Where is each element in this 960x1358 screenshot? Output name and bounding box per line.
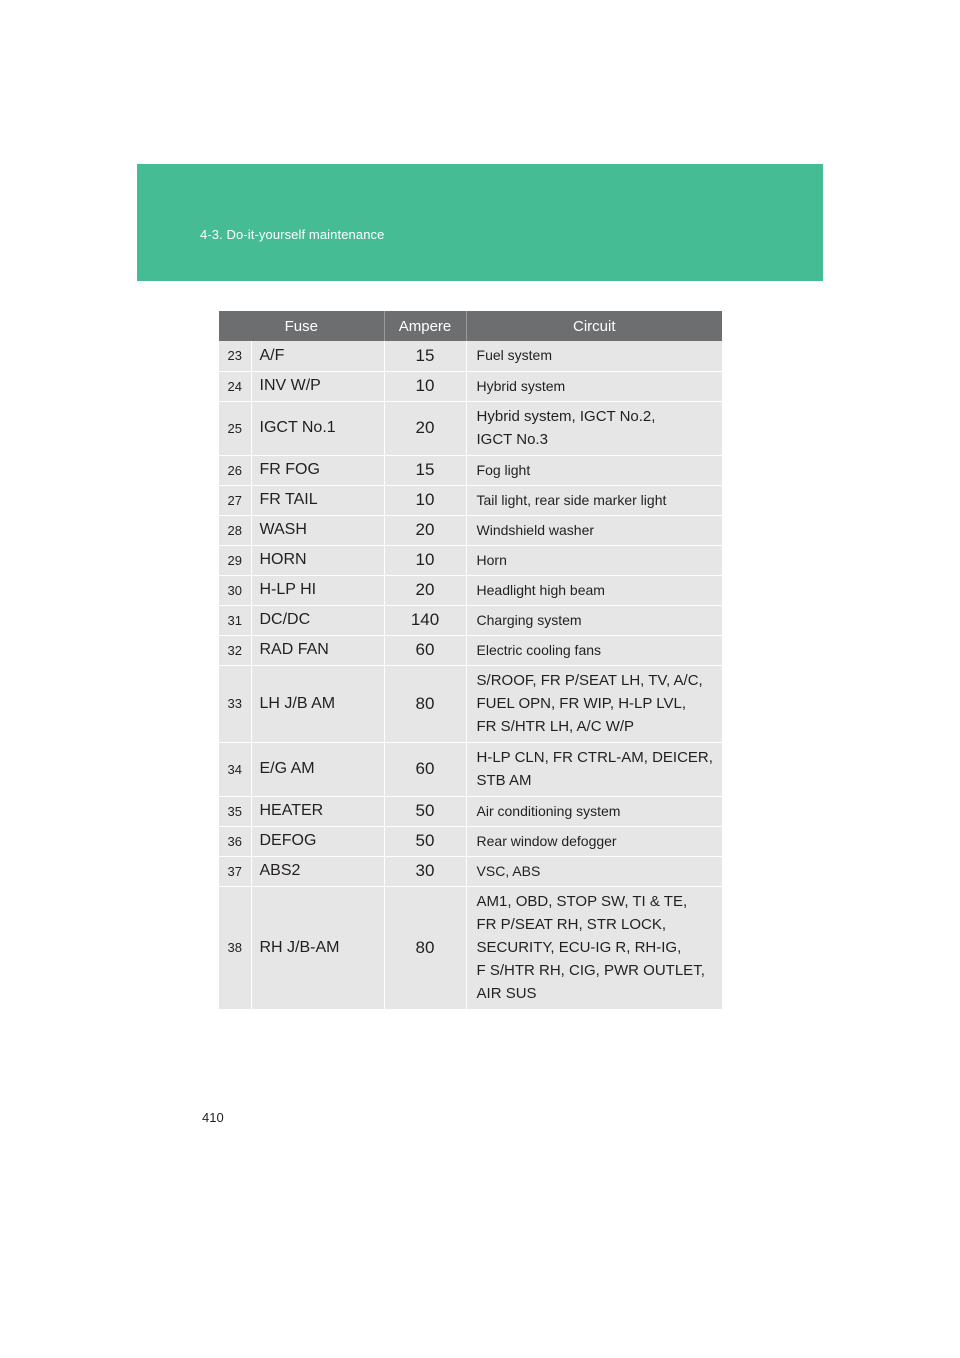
table-row — [219, 371, 722, 401]
fuse-number: 26 — [219, 455, 251, 485]
fuse-number: 24 — [219, 371, 251, 401]
fuse-circuit — [466, 515, 722, 545]
fuse-number: 36 — [219, 826, 251, 856]
fuse-table-header — [219, 311, 722, 341]
circuit-line: Fuel system — [476, 347, 552, 364]
fuse-number: 34 — [219, 742, 251, 796]
fuse-circuit — [466, 485, 722, 515]
circuit-line: Rear window defogger — [476, 832, 617, 849]
fuse-ampere: 20 — [384, 575, 466, 605]
fuse-circuit — [466, 455, 722, 485]
table-row — [219, 515, 722, 545]
fuse-ampere: 50 — [384, 826, 466, 856]
page-number: 410 — [202, 1110, 224, 1125]
fuse-number: 28 — [219, 515, 251, 545]
fuse-name: LH J/B AM — [251, 665, 384, 742]
circuit-line: Fog light — [476, 461, 531, 478]
circuit-line: VSC, ABS — [476, 862, 541, 879]
table-row — [219, 742, 722, 796]
fuse-table — [219, 311, 722, 1010]
fuse-table-body — [219, 341, 722, 1009]
fuse-ampere: 15 — [384, 341, 466, 371]
fuse-number: 25 — [219, 401, 251, 455]
circuit-line: Electric cooling fans — [476, 641, 602, 658]
fuse-number: 38 — [219, 886, 251, 1009]
fuse-number: 31 — [219, 605, 251, 635]
circuit-line: Tail light, rear side marker light — [476, 491, 667, 508]
fuse-number: 32 — [219, 635, 251, 665]
circuit-line: Headlight high beam — [476, 581, 605, 598]
circuit-line: Air conditioning system — [476, 802, 621, 819]
fuse-name: WASH — [251, 515, 384, 545]
fuse-circuit — [466, 635, 722, 665]
table-row — [219, 605, 722, 635]
fuse-name: A/F — [251, 341, 384, 371]
fuse-number: 27 — [219, 485, 251, 515]
fuse-name: FR TAIL — [251, 485, 384, 515]
table-row — [219, 886, 722, 1009]
fuse-ampere: 15 — [384, 455, 466, 485]
circuit-line: FR P/SEAT RH, STR LOCK, — [476, 916, 666, 933]
fuse-ampere: 20 — [384, 515, 466, 545]
fuse-name: IGCT No.1 — [251, 401, 384, 455]
circuit-line: S/ROOF, FR P/SEAT LH, TV, A/C, — [476, 672, 703, 689]
circuit-line: F S/HTR RH, CIG, PWR OUTLET, — [476, 962, 705, 979]
fuse-circuit — [466, 545, 722, 575]
fuse-number: 23 — [219, 341, 251, 371]
circuit-line: FUEL OPN, FR WIP, H-LP LVL, — [476, 695, 687, 712]
header-band — [137, 164, 823, 281]
circuit-line: STB AM — [476, 772, 532, 789]
fuse-ampere: 80 — [384, 886, 466, 1009]
fuse-name: RH J/B-AM — [251, 886, 384, 1009]
circuit-line: Windshield washer — [476, 521, 595, 538]
fuse-number: 33 — [219, 665, 251, 742]
circuit-line: SECURITY, ECU-IG R, RH-IG, — [476, 939, 682, 956]
fuse-name: FR FOG — [251, 455, 384, 485]
fuse-circuit — [466, 665, 722, 742]
column-header-circuit: Circuit — [466, 311, 722, 341]
table-row — [219, 545, 722, 575]
table-row — [219, 341, 722, 371]
fuse-ampere: 50 — [384, 796, 466, 826]
fuse-circuit — [466, 575, 722, 605]
circuit-line: AIR SUS — [476, 985, 537, 1002]
circuit-line: Charging system — [476, 611, 582, 628]
circuit-line: AM1, OBD, STOP SW, TI & TE, — [476, 893, 688, 910]
fuse-circuit — [466, 826, 722, 856]
fuse-circuit — [466, 371, 722, 401]
fuse-number: 37 — [219, 856, 251, 886]
fuse-ampere: 80 — [384, 665, 466, 742]
column-header-fuse: Fuse — [219, 311, 384, 341]
fuse-circuit — [466, 401, 722, 455]
table-row — [219, 485, 722, 515]
fuse-ampere: 20 — [384, 401, 466, 455]
fuse-name: HORN — [251, 545, 384, 575]
circuit-line: Hybrid system, IGCT No.2, — [476, 408, 656, 425]
table-row — [219, 796, 722, 826]
table-row — [219, 635, 722, 665]
fuse-circuit — [466, 742, 722, 796]
table-row — [219, 826, 722, 856]
table-row — [219, 575, 722, 605]
column-header-ampere: Ampere — [384, 311, 466, 341]
fuse-ampere: 60 — [384, 742, 466, 796]
table-row — [219, 856, 722, 886]
fuse-name: H-LP HI — [251, 575, 384, 605]
table-row — [219, 455, 722, 485]
fuse-circuit — [466, 341, 722, 371]
fuse-circuit — [466, 856, 722, 886]
fuse-name: DEFOG — [251, 826, 384, 856]
fuse-ampere: 30 — [384, 856, 466, 886]
circuit-line: H-LP CLN, FR CTRL-AM, DEICER, — [476, 749, 713, 766]
fuse-name: ABS2 — [251, 856, 384, 886]
fuse-ampere: 10 — [384, 485, 466, 515]
fuse-ampere: 10 — [384, 545, 466, 575]
fuse-circuit — [466, 605, 722, 635]
fuse-name: DC/DC — [251, 605, 384, 635]
fuse-number: 29 — [219, 545, 251, 575]
circuit-line: FR S/HTR LH, A/C W/P — [476, 718, 635, 735]
table-row — [219, 665, 722, 742]
fuse-name: RAD FAN — [251, 635, 384, 665]
fuse-ampere: 10 — [384, 371, 466, 401]
fuse-number: 30 — [219, 575, 251, 605]
fuse-circuit — [466, 886, 722, 1009]
fuse-name: INV W/P — [251, 371, 384, 401]
circuit-line: Horn — [476, 551, 507, 568]
fuse-name: E/G AM — [251, 742, 384, 796]
section-title: 4-3. Do-it-yourself maintenance — [200, 227, 385, 242]
circuit-line: IGCT No.3 — [476, 431, 548, 448]
fuse-ampere: 140 — [384, 605, 466, 635]
fuse-name: HEATER — [251, 796, 384, 826]
fuse-circuit — [466, 796, 722, 826]
fuse-ampere: 60 — [384, 635, 466, 665]
table-row — [219, 401, 722, 455]
fuse-number: 35 — [219, 796, 251, 826]
circuit-line: Hybrid system — [476, 377, 566, 394]
